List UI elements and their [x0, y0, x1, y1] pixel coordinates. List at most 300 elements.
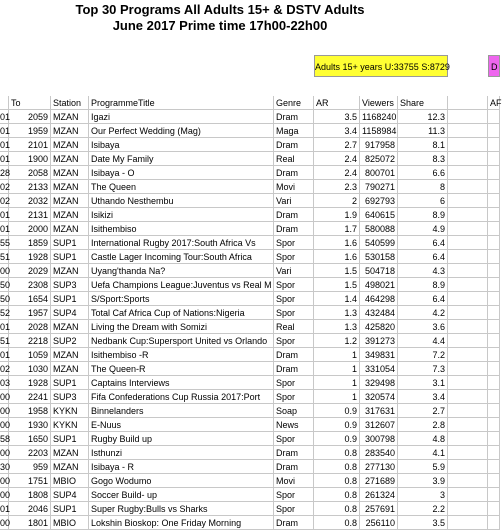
- to-cell[interactable]: 1751: [9, 474, 51, 488]
- ar-cell[interactable]: 0.9: [314, 404, 360, 418]
- share-cell[interactable]: 6: [398, 194, 448, 208]
- genre-cell[interactable]: Soap: [274, 404, 314, 418]
- to-cell[interactable]: 1030: [9, 362, 51, 376]
- ar-cell[interactable]: 1.2: [314, 334, 360, 348]
- station-cell[interactable]: KYKN: [51, 404, 89, 418]
- ar-cell[interactable]: 0.8: [314, 446, 360, 460]
- ar-cell[interactable]: 1.7: [314, 222, 360, 236]
- empty-cell[interactable]: [448, 306, 488, 320]
- genre-cell[interactable]: Dram: [274, 446, 314, 460]
- share-cell[interactable]: 3.1: [398, 376, 448, 390]
- id-cell[interactable]: 50: [0, 294, 11, 304]
- empty-cell[interactable]: [488, 124, 500, 138]
- empty-cell[interactable]: [488, 166, 500, 180]
- station-cell[interactable]: SUP1: [51, 236, 89, 250]
- to-cell[interactable]: 959: [9, 460, 51, 474]
- ar-cell[interactable]: 1.4: [314, 292, 360, 306]
- id-cell[interactable]: 51: [0, 252, 11, 262]
- station-cell[interactable]: MZAN: [51, 138, 89, 152]
- empty-cell[interactable]: [448, 516, 488, 530]
- empty-cell[interactable]: [488, 208, 500, 222]
- to-cell[interactable]: 1808: [9, 488, 51, 502]
- id-cell[interactable]: 01: [0, 504, 11, 514]
- to-cell[interactable]: 1654: [9, 292, 51, 306]
- ar-cell[interactable]: 2.7: [314, 138, 360, 152]
- to-cell[interactable]: 1801: [9, 516, 51, 530]
- id-cell[interactable]: 00: [0, 406, 11, 416]
- id-cell[interactable]: 01: [0, 112, 11, 122]
- id-cell[interactable]: 02: [0, 364, 11, 374]
- id-cell[interactable]: 30: [0, 462, 11, 472]
- id-cell[interactable]: 01: [0, 140, 11, 150]
- share-cell[interactable]: 7.3: [398, 362, 448, 376]
- to-cell[interactable]: 1059: [9, 348, 51, 362]
- share-cell[interactable]: 2.7: [398, 404, 448, 418]
- viewers-cell[interactable]: 825072: [360, 152, 398, 166]
- genre-cell[interactable]: Dram: [274, 110, 314, 124]
- ar-cell[interactable]: 1.3: [314, 306, 360, 320]
- empty-cell[interactable]: [488, 180, 500, 194]
- genre-cell[interactable]: Dram: [274, 516, 314, 530]
- programme-cell[interactable]: Super Rugby:Bulls vs Sharks: [89, 502, 274, 516]
- ar-cell[interactable]: 0.9: [314, 418, 360, 432]
- ar-cell[interactable]: 1: [314, 390, 360, 404]
- viewers-cell[interactable]: 261324: [360, 488, 398, 502]
- id-cell[interactable]: 51: [0, 336, 11, 346]
- viewers-cell[interactable]: 464298: [360, 292, 398, 306]
- empty-cell[interactable]: [448, 502, 488, 516]
- viewers-cell[interactable]: 580088: [360, 222, 398, 236]
- empty-cell[interactable]: [488, 194, 500, 208]
- empty-cell[interactable]: [448, 180, 488, 194]
- empty-cell[interactable]: [448, 264, 488, 278]
- id-cell[interactable]: 02: [0, 196, 11, 206]
- empty-cell[interactable]: [448, 278, 488, 292]
- header-cell-genre[interactable]: Genre: [274, 96, 314, 110]
- id-cell[interactable]: 01: [0, 210, 11, 220]
- viewers-cell[interactable]: 1158984: [362, 126, 397, 136]
- ar-cell[interactable]: 3.5: [314, 110, 360, 124]
- ar-cell[interactable]: 0.8: [314, 460, 360, 474]
- station-cell[interactable]: MZAN: [51, 152, 89, 166]
- header-cell-viewers[interactable]: Viewers: [360, 96, 398, 110]
- genre-cell[interactable]: Real: [274, 320, 314, 334]
- share-cell[interactable]: 3.4: [398, 390, 448, 404]
- empty-cell[interactable]: [448, 474, 488, 488]
- empty-cell[interactable]: [488, 376, 500, 390]
- programme-cell[interactable]: Binnelanders: [89, 404, 274, 418]
- viewers-cell[interactable]: 300798: [360, 432, 398, 446]
- programme-cell[interactable]: Uyang'thanda Na?: [89, 264, 274, 278]
- id-cell[interactable]: 01: [0, 350, 11, 360]
- to-cell[interactable]: 2218: [9, 334, 51, 348]
- share-cell[interactable]: 3.6: [398, 320, 448, 334]
- to-cell[interactable]: 1957: [9, 306, 51, 320]
- genre-cell[interactable]: News: [274, 418, 314, 432]
- id-cell[interactable]: 00: [0, 518, 11, 528]
- station-cell[interactable]: SUP4: [51, 306, 89, 320]
- ar-cell[interactable]: 2.4: [314, 166, 360, 180]
- ar-cell[interactable]: 1: [314, 376, 360, 390]
- station-cell[interactable]: MBIO: [51, 516, 89, 530]
- viewers-cell[interactable]: 320574: [360, 390, 398, 404]
- empty-cell[interactable]: [488, 488, 500, 502]
- empty-cell[interactable]: [488, 404, 500, 418]
- empty-cell[interactable]: [488, 250, 500, 264]
- programme-cell[interactable]: Uefa Champions League:Juventus vs Real M: [89, 278, 274, 292]
- programme-cell[interactable]: International Rugby 2017:South Africa Vs: [89, 236, 274, 250]
- share-cell[interactable]: 4.3: [398, 264, 448, 278]
- ar-cell[interactable]: 1: [314, 348, 360, 362]
- empty-cell[interactable]: [488, 222, 500, 236]
- to-cell[interactable]: 2101: [9, 138, 51, 152]
- programme-cell[interactable]: E-Nuus: [89, 418, 274, 432]
- genre-cell[interactable]: Spor: [274, 488, 314, 502]
- ar-cell[interactable]: 1.3: [314, 320, 360, 334]
- share-cell[interactable]: 6.4: [398, 292, 448, 306]
- ar-cell[interactable]: 1.6: [314, 236, 360, 250]
- share-cell[interactable]: 4.4: [398, 334, 448, 348]
- share-cell[interactable]: 6.4: [398, 250, 448, 264]
- genre-cell[interactable]: Spor: [274, 432, 314, 446]
- share-cell[interactable]: 4.8: [398, 432, 448, 446]
- share-cell[interactable]: 3.9: [398, 474, 448, 488]
- to-cell[interactable]: 2058: [9, 166, 51, 180]
- viewers-cell[interactable]: 540599: [360, 236, 398, 250]
- station-cell[interactable]: MZAN: [51, 320, 89, 334]
- genre-cell[interactable]: Dram: [274, 208, 314, 222]
- empty-cell[interactable]: [448, 334, 488, 348]
- share-cell[interactable]: 2.8: [398, 418, 448, 432]
- empty-cell[interactable]: [448, 376, 488, 390]
- genre-cell[interactable]: Spor: [274, 236, 314, 250]
- empty-cell[interactable]: [488, 418, 500, 432]
- empty-cell[interactable]: [448, 208, 488, 222]
- ar-cell[interactable]: 0.8: [314, 474, 360, 488]
- station-cell[interactable]: MZAN: [51, 222, 89, 236]
- empty-cell[interactable]: [448, 124, 488, 138]
- ar-cell[interactable]: 1.9: [314, 208, 360, 222]
- station-cell[interactable]: SUP1: [51, 376, 89, 390]
- viewers-cell[interactable]: 277130: [360, 460, 398, 474]
- viewers-cell[interactable]: 312607: [360, 418, 398, 432]
- viewers-cell[interactable]: 800701: [360, 166, 398, 180]
- station-cell[interactable]: SUP1: [51, 250, 89, 264]
- station-cell[interactable]: MZAN: [51, 264, 89, 278]
- id-cell[interactable]: 58: [0, 434, 11, 444]
- empty-cell[interactable]: [448, 250, 488, 264]
- header-cell-ar[interactable]: AR: [314, 96, 360, 110]
- programme-cell[interactable]: Isithembiso: [89, 222, 274, 236]
- programme-cell[interactable]: Soccer Build- up: [89, 488, 274, 502]
- genre-cell[interactable]: Dram: [274, 138, 314, 152]
- empty-cell[interactable]: [488, 348, 500, 362]
- station-cell[interactable]: SUP3: [51, 390, 89, 404]
- empty-cell[interactable]: [488, 474, 500, 488]
- header-cell-extra[interactable]: AF: [490, 98, 502, 108]
- empty-cell[interactable]: [488, 432, 500, 446]
- viewers-cell[interactable]: 692793: [360, 194, 398, 208]
- share-cell[interactable]: 6.6: [398, 166, 448, 180]
- empty-cell[interactable]: [448, 138, 488, 152]
- to-cell[interactable]: 1900: [9, 152, 51, 166]
- programme-cell[interactable]: Nedbank Cup:Supersport United vs Orlando: [89, 334, 274, 348]
- programme-cell[interactable]: Isibaya - R: [89, 460, 274, 474]
- id-cell[interactable]: 00: [0, 476, 11, 486]
- viewers-cell[interactable]: 790271: [360, 180, 398, 194]
- viewers-cell[interactable]: 640615: [360, 208, 398, 222]
- programme-cell[interactable]: S/Sport:Sports: [89, 292, 274, 306]
- id-cell[interactable]: 00: [0, 448, 11, 458]
- empty-cell[interactable]: [488, 292, 500, 306]
- to-cell[interactable]: 2133: [9, 180, 51, 194]
- to-cell[interactable]: 1959: [9, 124, 51, 138]
- id-cell[interactable]: 03: [0, 378, 11, 388]
- empty-cell[interactable]: [448, 418, 488, 432]
- share-cell[interactable]: 8.9: [398, 278, 448, 292]
- to-cell[interactable]: 2032: [9, 194, 51, 208]
- empty-cell[interactable]: [448, 348, 488, 362]
- empty-cell[interactable]: [488, 334, 500, 348]
- empty-cell[interactable]: [448, 460, 488, 474]
- genre-cell[interactable]: Spor: [274, 250, 314, 264]
- empty-cell[interactable]: [448, 166, 488, 180]
- viewers-cell[interactable]: 271689: [360, 474, 398, 488]
- station-cell[interactable]: MZAN: [51, 110, 89, 124]
- station-cell[interactable]: MZAN: [51, 194, 89, 208]
- empty-cell[interactable]: [448, 194, 488, 208]
- programme-cell[interactable]: Isibaya - O: [89, 166, 274, 180]
- station-cell[interactable]: MZAN: [51, 446, 89, 460]
- to-cell[interactable]: 2029: [9, 264, 51, 278]
- id-cell[interactable]: 01: [0, 154, 11, 164]
- genre-cell[interactable]: Spor: [274, 376, 314, 390]
- to-cell[interactable]: 2241: [9, 390, 51, 404]
- programme-cell[interactable]: Date My Family: [89, 152, 274, 166]
- to-cell[interactable]: 2046: [9, 502, 51, 516]
- station-cell[interactable]: SUP1: [51, 502, 89, 516]
- genre-cell[interactable]: Vari: [274, 264, 314, 278]
- programme-cell[interactable]: Isikizi: [89, 208, 274, 222]
- viewers-cell[interactable]: 257691: [360, 502, 398, 516]
- programme-cell[interactable]: Castle Lager Incoming Tour:South Africa: [89, 250, 274, 264]
- station-cell[interactable]: KYKN: [51, 418, 89, 432]
- genre-cell[interactable]: Spor: [274, 278, 314, 292]
- empty-cell[interactable]: [488, 446, 500, 460]
- share-cell[interactable]: 3.5: [398, 516, 448, 530]
- ar-cell[interactable]: 1: [314, 362, 360, 376]
- station-cell[interactable]: MZAN: [51, 124, 89, 138]
- programme-cell[interactable]: The Queen-R: [89, 362, 274, 376]
- empty-cell[interactable]: [488, 502, 500, 516]
- programme-cell[interactable]: Gogo Wodumo: [89, 474, 274, 488]
- share-cell[interactable]: 3: [398, 488, 448, 502]
- share-cell[interactable]: 5.9: [398, 460, 448, 474]
- empty-cell[interactable]: [488, 306, 500, 320]
- ar-cell[interactable]: 1.5: [314, 278, 360, 292]
- station-cell[interactable]: MBIO: [51, 474, 89, 488]
- ar-cell[interactable]: 0.8: [314, 516, 360, 530]
- to-cell[interactable]: 2203: [9, 446, 51, 460]
- genre-cell[interactable]: Real: [274, 152, 314, 166]
- ar-cell[interactable]: 0.8: [314, 502, 360, 516]
- id-cell[interactable]: 01: [0, 322, 11, 332]
- programme-cell[interactable]: Uthando Nesthembu: [89, 194, 274, 208]
- empty-cell[interactable]: [448, 404, 488, 418]
- genre-cell[interactable]: Spor: [274, 306, 314, 320]
- to-cell[interactable]: 2131: [9, 208, 51, 222]
- programme-cell[interactable]: Isithembiso -R: [89, 348, 274, 362]
- station-cell[interactable]: SUP3: [51, 278, 89, 292]
- station-cell[interactable]: MZAN: [51, 348, 89, 362]
- viewers-cell[interactable]: 331054: [360, 362, 398, 376]
- share-cell[interactable]: 11.3: [398, 124, 448, 138]
- viewers-cell[interactable]: 256110: [360, 516, 398, 530]
- id-cell[interactable]: 00: [0, 392, 11, 402]
- genre-cell[interactable]: Movi: [274, 180, 314, 194]
- genre-cell[interactable]: Dram: [274, 166, 314, 180]
- empty-cell[interactable]: [448, 488, 488, 502]
- station-cell[interactable]: MZAN: [51, 166, 89, 180]
- station-cell[interactable]: MZAN: [51, 208, 89, 222]
- ar-cell[interactable]: 1.5: [314, 264, 360, 278]
- empty-cell[interactable]: [488, 278, 500, 292]
- header-cell-share[interactable]: Share: [398, 96, 448, 110]
- share-cell[interactable]: 8.9: [398, 208, 448, 222]
- id-cell[interactable]: 00: [0, 420, 11, 430]
- ar-cell[interactable]: 0.8: [314, 488, 360, 502]
- ar-cell[interactable]: 1.6: [314, 250, 360, 264]
- empty-cell[interactable]: [448, 236, 488, 250]
- share-cell[interactable]: 6.4: [398, 236, 448, 250]
- programme-cell[interactable]: Our Perfect Wedding (Mag): [89, 124, 274, 138]
- empty-cell[interactable]: [448, 152, 488, 166]
- programme-cell[interactable]: Captains Interviews: [89, 376, 274, 390]
- viewers-cell[interactable]: 349831: [360, 348, 398, 362]
- station-cell[interactable]: SUP4: [51, 488, 89, 502]
- station-cell[interactable]: MZAN: [51, 362, 89, 376]
- share-cell[interactable]: 2.2: [398, 502, 448, 516]
- genre-cell[interactable]: Dram: [274, 460, 314, 474]
- programme-cell[interactable]: Fifa Confederations Cup Russia 2017:Port: [89, 390, 274, 404]
- to-cell[interactable]: 2000: [9, 222, 51, 236]
- viewers-cell[interactable]: 1168240: [362, 112, 397, 122]
- station-cell[interactable]: SUP2: [51, 334, 89, 348]
- ar-cell[interactable]: 2: [314, 194, 360, 208]
- empty-cell[interactable]: [448, 222, 488, 236]
- empty-cell[interactable]: [488, 516, 500, 530]
- empty-cell[interactable]: [488, 320, 500, 334]
- programme-cell[interactable]: Igazi: [89, 110, 274, 124]
- empty-cell[interactable]: [488, 460, 500, 474]
- to-cell[interactable]: 2059: [9, 110, 51, 124]
- header-cell-programme[interactable]: ProgrammeTitle: [89, 96, 274, 110]
- viewers-cell[interactable]: 283540: [360, 446, 398, 460]
- genre-cell[interactable]: Dram: [274, 222, 314, 236]
- empty-cell[interactable]: [448, 446, 488, 460]
- share-cell[interactable]: 4.1: [398, 446, 448, 460]
- programme-cell[interactable]: Isthunzi: [89, 446, 274, 460]
- station-cell[interactable]: MZAN: [51, 460, 89, 474]
- programme-cell[interactable]: Isibaya: [89, 138, 274, 152]
- empty-cell[interactable]: [488, 390, 500, 404]
- genre-cell[interactable]: Movi: [274, 474, 314, 488]
- empty-cell[interactable]: [488, 236, 500, 250]
- viewers-cell[interactable]: 498021: [360, 278, 398, 292]
- empty-cell[interactable]: [448, 292, 488, 306]
- id-cell[interactable]: 00: [0, 266, 11, 276]
- id-cell[interactable]: 55: [0, 238, 11, 248]
- id-cell[interactable]: 01: [0, 224, 11, 234]
- genre-cell[interactable]: Dram: [274, 348, 314, 362]
- genre-cell[interactable]: Spor: [274, 390, 314, 404]
- to-cell[interactable]: 1958: [9, 404, 51, 418]
- id-cell[interactable]: 02: [0, 182, 11, 192]
- empty-cell[interactable]: [448, 320, 488, 334]
- viewers-cell[interactable]: 530158: [360, 250, 398, 264]
- empty-cell[interactable]: [488, 362, 500, 376]
- ar-cell[interactable]: 2.4: [314, 152, 360, 166]
- to-cell[interactable]: 1650: [9, 432, 51, 446]
- viewers-cell[interactable]: 504718: [360, 264, 398, 278]
- empty-cell[interactable]: [488, 110, 500, 124]
- share-cell[interactable]: 4.2: [398, 306, 448, 320]
- id-cell[interactable]: 28: [0, 168, 11, 178]
- empty-cell[interactable]: [488, 138, 500, 152]
- empty-cell[interactable]: [488, 152, 500, 166]
- id-cell[interactable]: 00: [0, 490, 11, 500]
- genre-cell[interactable]: Spor: [274, 292, 314, 306]
- to-cell[interactable]: 2028: [9, 320, 51, 334]
- station-cell[interactable]: SUP1: [51, 432, 89, 446]
- empty-cell[interactable]: [448, 362, 488, 376]
- programme-cell[interactable]: The Queen: [89, 180, 274, 194]
- empty-cell[interactable]: [448, 390, 488, 404]
- genre-cell[interactable]: Dram: [274, 362, 314, 376]
- empty-cell[interactable]: [448, 432, 488, 446]
- programme-cell[interactable]: Total Caf Africa Cup of Nations:Nigeria: [89, 306, 274, 320]
- viewers-cell[interactable]: 432484: [360, 306, 398, 320]
- station-cell[interactable]: MZAN: [51, 180, 89, 194]
- programme-cell[interactable]: Lokshin Bioskop: One Friday Morning: [89, 516, 274, 530]
- empty-cell[interactable]: [488, 264, 500, 278]
- genre-cell[interactable]: Vari: [274, 194, 314, 208]
- to-cell[interactable]: 1859: [9, 236, 51, 250]
- header-cell-empty[interactable]: [448, 96, 488, 110]
- station-cell[interactable]: SUP1: [51, 292, 89, 306]
- to-cell[interactable]: 1930: [9, 418, 51, 432]
- genre-cell[interactable]: Maga: [274, 124, 314, 138]
- share-cell[interactable]: 8.3: [398, 152, 448, 166]
- programme-cell[interactable]: Living the Dream with Somizi: [89, 320, 274, 334]
- genre-cell[interactable]: Spor: [274, 502, 314, 516]
- share-cell[interactable]: 12.3: [398, 110, 448, 124]
- ar-cell[interactable]: 3.4: [314, 124, 360, 138]
- id-cell[interactable]: 52: [0, 308, 11, 318]
- header-cell-blank[interactable]: [0, 96, 9, 110]
- viewers-cell[interactable]: 317631: [360, 404, 398, 418]
- id-cell[interactable]: 01: [0, 126, 11, 136]
- to-cell[interactable]: 1928: [9, 250, 51, 264]
- viewers-cell[interactable]: 917958: [360, 138, 398, 152]
- ar-cell[interactable]: 2.3: [314, 180, 360, 194]
- header-cell-to[interactable]: To: [9, 96, 51, 110]
- share-cell[interactable]: 8: [398, 180, 448, 194]
- viewers-cell[interactable]: 391273: [360, 334, 398, 348]
- to-cell[interactable]: 1928: [9, 376, 51, 390]
- share-cell[interactable]: 8.1: [398, 138, 448, 152]
- share-cell[interactable]: 4.9: [398, 222, 448, 236]
